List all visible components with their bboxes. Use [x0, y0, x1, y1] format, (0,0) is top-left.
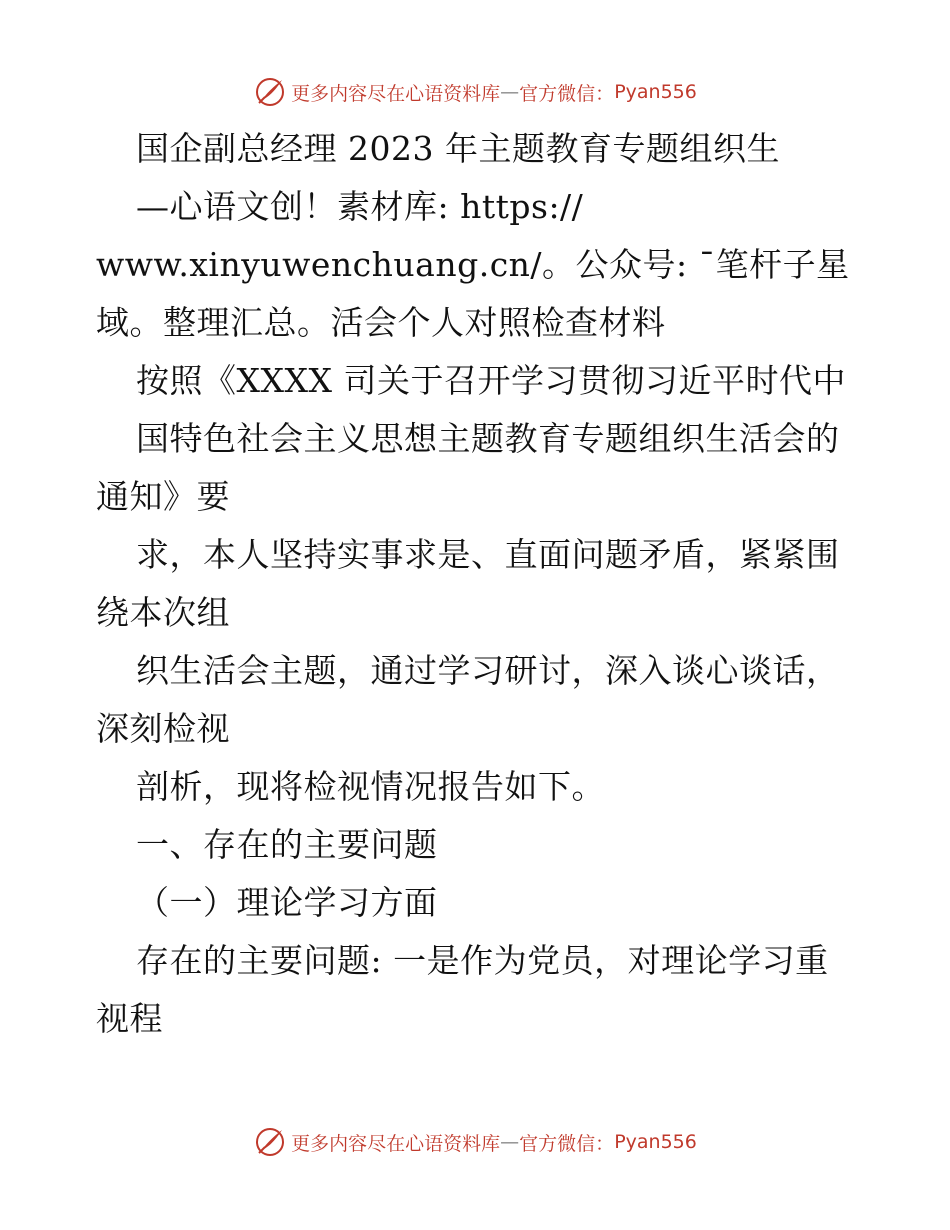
document-line: —心语文创！素材库: https://	[136, 187, 584, 226]
document-line: www.xinyuwenchuang.cn/。公众号: ¯笔杆子星	[96, 245, 850, 284]
banner-wechat-label: 官方微信：	[519, 82, 615, 105]
banner-text: 更多内容尽在心语资料库	[291, 82, 501, 105]
quill-pen-logo-icon	[253, 75, 287, 109]
banner-dash: —	[500, 81, 520, 103]
paragraph-line: 按照《XXXX 司关于召开学习贯彻习近平时代中	[136, 361, 846, 400]
document-body	[96, 120, 856, 1048]
subsection-heading: （一）理论学习方面	[136, 883, 438, 922]
paragraph-line: 织生活会主题，通过学习研讨，深入谈心谈话，	[136, 651, 840, 690]
banner-text: 更多内容尽在心语资料库	[291, 1132, 501, 1155]
paragraph-line: 国特色社会主义思想主题教育专题组织生活会的	[136, 419, 840, 458]
paragraph-line: 通知》要	[96, 477, 230, 516]
paragraph-line: 深刻检视	[96, 709, 230, 748]
banner-wechat-id: Pyan556	[614, 81, 697, 103]
banner-dash: —	[500, 1131, 520, 1153]
section-heading: 一、存在的主要问题	[136, 825, 438, 864]
paragraph-line: 存在的主要问题: 一是作为党员，对理论学习重	[136, 941, 829, 980]
paragraph-line: 视程	[96, 999, 163, 1038]
banner-wechat-label: 官方微信：	[519, 1132, 615, 1155]
document-line: 域。整理汇总。活会个人对照检查材料	[96, 303, 666, 342]
paragraph-line: 绕本次组	[96, 593, 230, 632]
header-banner	[0, 72, 950, 112]
paragraph-line: 求，本人坚持实事求是、直面问题矛盾，紧紧围	[136, 535, 840, 574]
quill-pen-logo-icon	[253, 1125, 287, 1159]
paragraph-line: 剖析，现将检视情况报告如下。	[136, 767, 605, 806]
footer-banner	[0, 1122, 950, 1162]
document-title-line: 国企副总经理 2023 年主题教育专题组织生	[136, 129, 780, 168]
banner-wechat-id: Pyan556	[614, 1131, 697, 1153]
